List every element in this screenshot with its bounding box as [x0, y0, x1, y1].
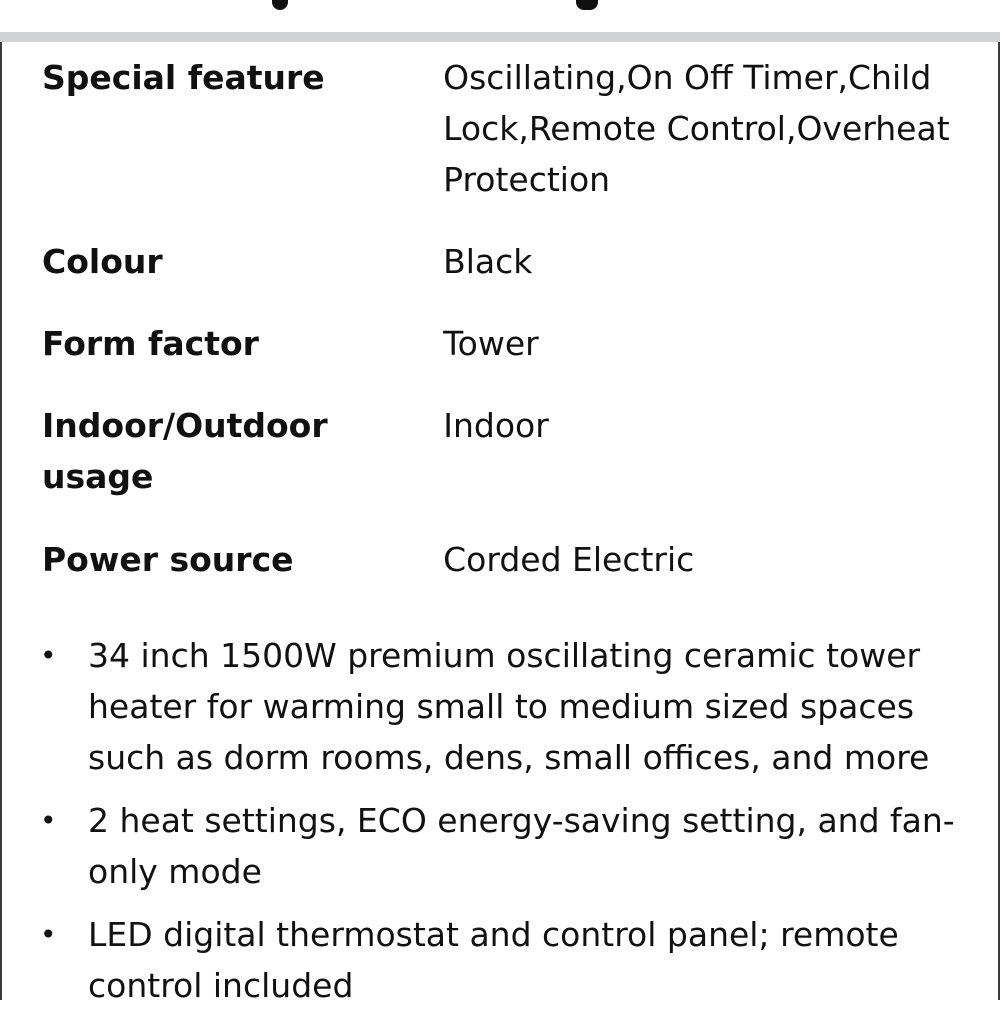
- bullet-dot-icon: •: [40, 918, 57, 951]
- feature-bullet-list: [40, 630, 970, 1023]
- bullet-dot-icon: •: [40, 804, 57, 837]
- product-details-panel: [0, 42, 1000, 1005]
- list-item: [40, 909, 970, 1011]
- spec-value: Indoor: [443, 406, 549, 445]
- list-item: [40, 795, 970, 897]
- spec-value: Oscillating,On Off Timer,Child Lock,Remote Control,Overheat Protection: [443, 58, 950, 199]
- spec-label: Form factor: [42, 324, 259, 363]
- bullet-text: 34 inch 1500W premium oscillating ceramic tower heater for warming small to medium sized spaces such as dorm rooms, dens, small offices, and more: [88, 636, 930, 777]
- bullet-text: LED digital thermostat and control panel; remote control included: [88, 915, 899, 1005]
- spec-label: Colour: [42, 242, 163, 281]
- bullet-text: 2 heat settings, ECO energy-saving setting, and fan-only mode: [88, 801, 955, 891]
- spec-row-colour: [42, 236, 962, 318]
- spec-value: Black: [443, 242, 533, 281]
- spec-value: Corded Electric: [443, 540, 695, 579]
- section-divider: [0, 32, 1000, 42]
- spec-row-indoor-outdoor-usage: [42, 400, 962, 534]
- spec-label: Indoor/Outdoor usage: [42, 406, 328, 496]
- cropped-text-fragment: [576, 0, 598, 10]
- spec-row-power-source: [42, 534, 962, 614]
- cropped-text-fragment: [272, 0, 288, 10]
- spec-row-special-feature: [42, 52, 962, 236]
- spec-label: Power source: [42, 540, 294, 579]
- spec-row-form-factor: [42, 318, 962, 400]
- spec-label: Special feature: [42, 58, 325, 97]
- list-item: [40, 630, 970, 783]
- spec-value: Tower: [443, 324, 539, 363]
- cropped-heading: [0, 0, 1000, 32]
- spec-table: [42, 52, 962, 614]
- bullet-dot-icon: •: [40, 639, 57, 672]
